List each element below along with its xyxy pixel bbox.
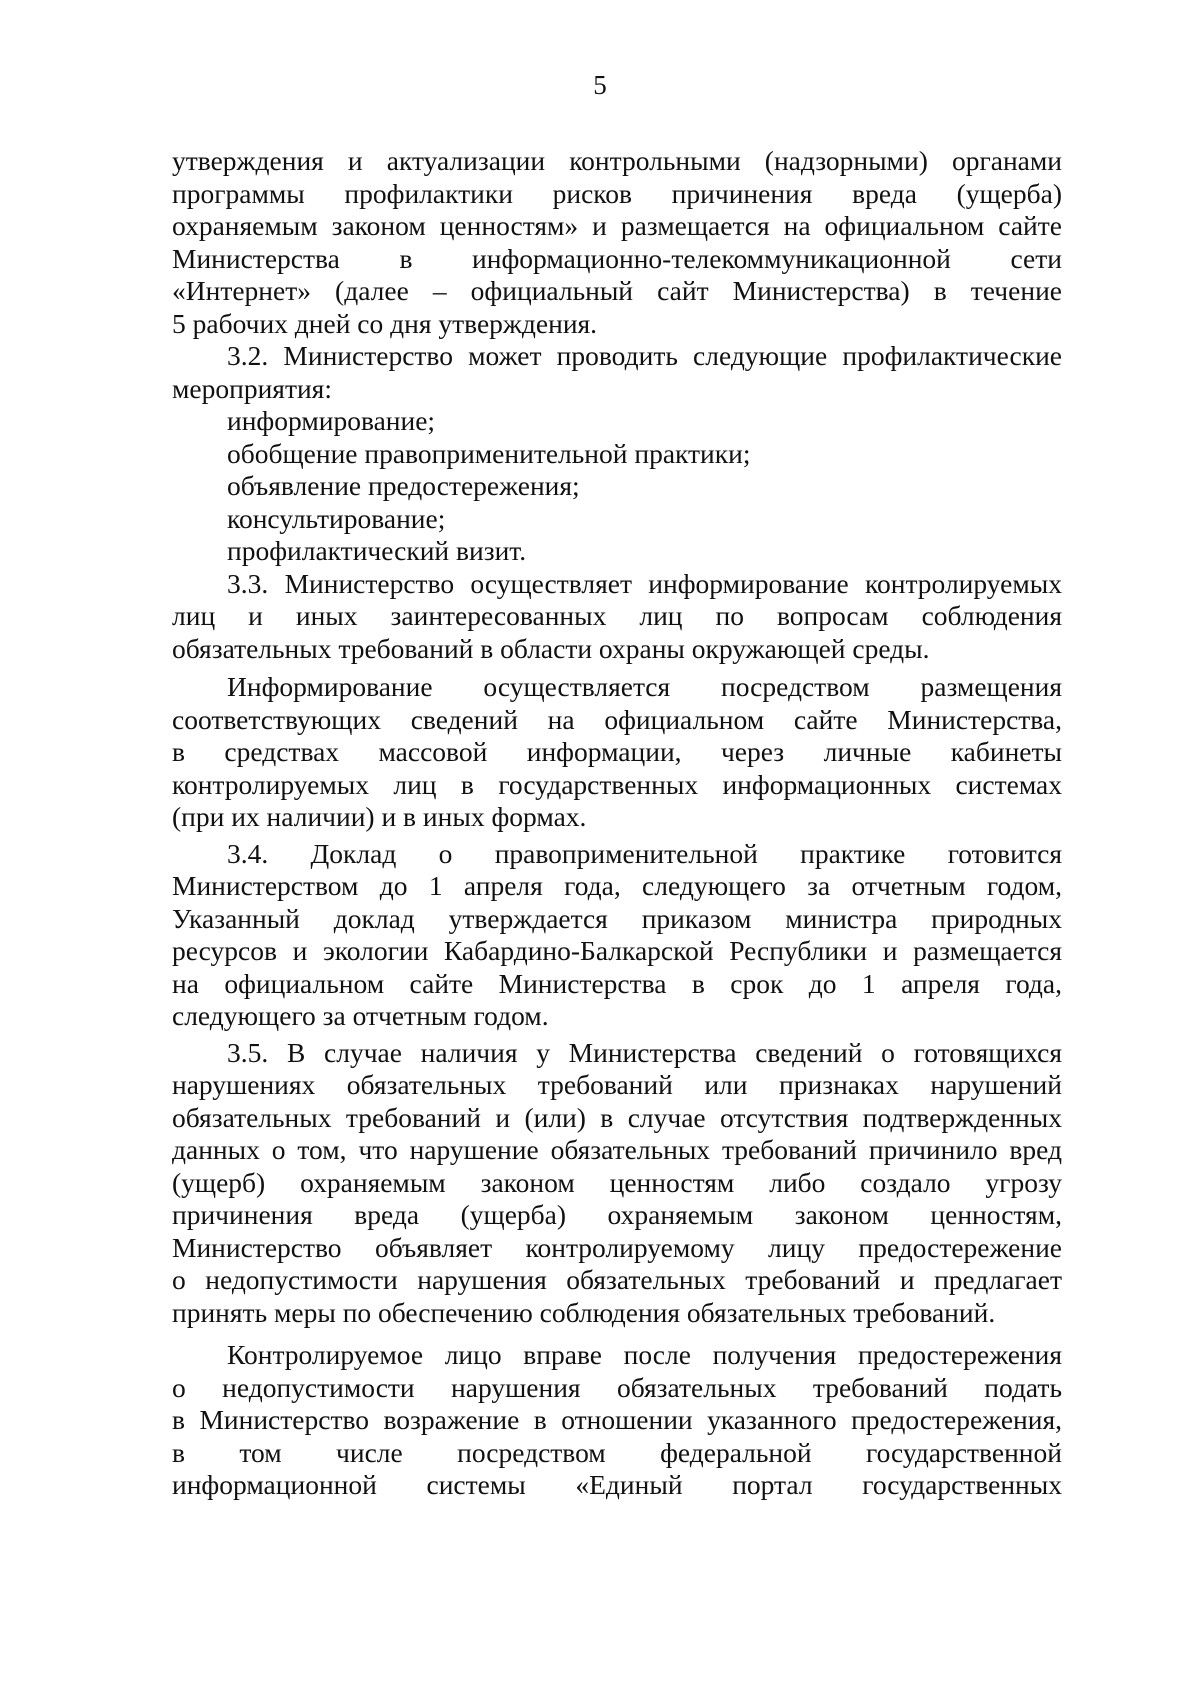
text-line: 5 рабочих дней со дня утверждения. <box>172 307 598 339</box>
document-body <box>172 145 1062 1502</box>
text-line: обязательных требований и (или) в случае отсутствия подтвержденных <box>172 1101 1062 1133</box>
text-line: о недопустимости нарушения обязательных требований и предлагает <box>172 1264 1062 1295</box>
text-line: 3.4. Доклад о правоприменительной практике готовится <box>227 837 1062 869</box>
text-line: причинения вреда (ущерба) охраняемым законом ценностям, <box>172 1199 1062 1230</box>
text-line: ресурсов и экологии Кабардино-Балкарской Республики и размещается <box>172 935 1062 966</box>
text-line: охраняемым законом ценностям» и размещается на официальном сайте <box>172 210 1062 241</box>
text-line: нарушениях обязательных требований или признаках нарушений <box>172 1069 1062 1100</box>
text-line: лиц и иных заинтересованных лиц по вопросам соблюдения <box>172 600 1062 631</box>
text-line: в средствах массовой информации, через личные кабинеты <box>172 736 1062 767</box>
text-line: Информирование осуществляется посредством размещения <box>227 671 1062 702</box>
text-line: информационной системы «Единый портал государственных <box>172 1469 1062 1500</box>
text-line: обязательных требований в области охраны окружающей среды. <box>172 632 930 664</box>
text-line: 3.2. Министерство может проводить следующие профилактические <box>227 340 1062 371</box>
text-line: объявление предостережения; <box>227 470 580 501</box>
text-line: принять меры по обеспечению соблюдения обязательных требований. <box>172 1296 996 1328</box>
text-line: следующего за отчетным годом. <box>172 1000 549 1031</box>
text-line: о недопустимости нарушения обязательных требований подать <box>172 1371 1062 1403</box>
text-line: в Министерство возражение в отношении указанного предостережения, <box>172 1404 1062 1435</box>
text-line: Министерством до 1 апреля года, следующего за отчетным годом, <box>172 870 1062 901</box>
text-line: (при их наличии) и в иных формах. <box>172 801 587 832</box>
text-line: 3.5. В случае наличия у Министерства сведений о готовящихся <box>227 1036 1062 1068</box>
text-line: мероприятия: <box>172 372 332 404</box>
text-line: утверждения и актуализации контрольными (надзорными) органами <box>172 145 1062 176</box>
text-line: соответствующих сведений на официальном сайте Министерства, <box>172 703 1062 735</box>
text-line: профилактический визит. <box>227 535 527 566</box>
text-line: (ущерб) охраняемым законом ценностям либо создало угрозу <box>172 1166 1062 1198</box>
text-line: на официальном сайте Министерства в срок до 1 апреля года, <box>172 967 1062 999</box>
text-line: Указанный доклад утверждается приказом министра природных <box>172 902 1062 934</box>
text-line: Министерство объявляет контролируемому лицу предостережение <box>172 1231 1062 1263</box>
text-line: контролируемых лиц в государственных информационных системах <box>172 768 1062 800</box>
text-line: информирование; <box>227 405 436 436</box>
text-line: консультирование; <box>227 502 446 534</box>
text-line: Министерства в информационно-телекоммуникационной сети <box>172 242 1062 274</box>
text-line: программы профилактики рисков причинения вреда (ущерба) <box>172 177 1062 209</box>
text-line: обобщение правоприменительной практики; <box>227 437 751 469</box>
text-line: «Интернет» (далее – официальный сайт Министерства) в течение <box>172 275 1062 306</box>
text-line: данных о том, что нарушение обязательных требований причинило вред <box>172 1134 1062 1165</box>
text-line: в том числе посредством федеральной государственной <box>172 1436 1062 1468</box>
page-number: 5 <box>593 70 607 100</box>
text-line: Контролируемое лицо вправе после получения предостережения <box>227 1339 1062 1370</box>
text-line: 3.3. Министерство осуществляет информирование контролируемых <box>227 567 1062 599</box>
